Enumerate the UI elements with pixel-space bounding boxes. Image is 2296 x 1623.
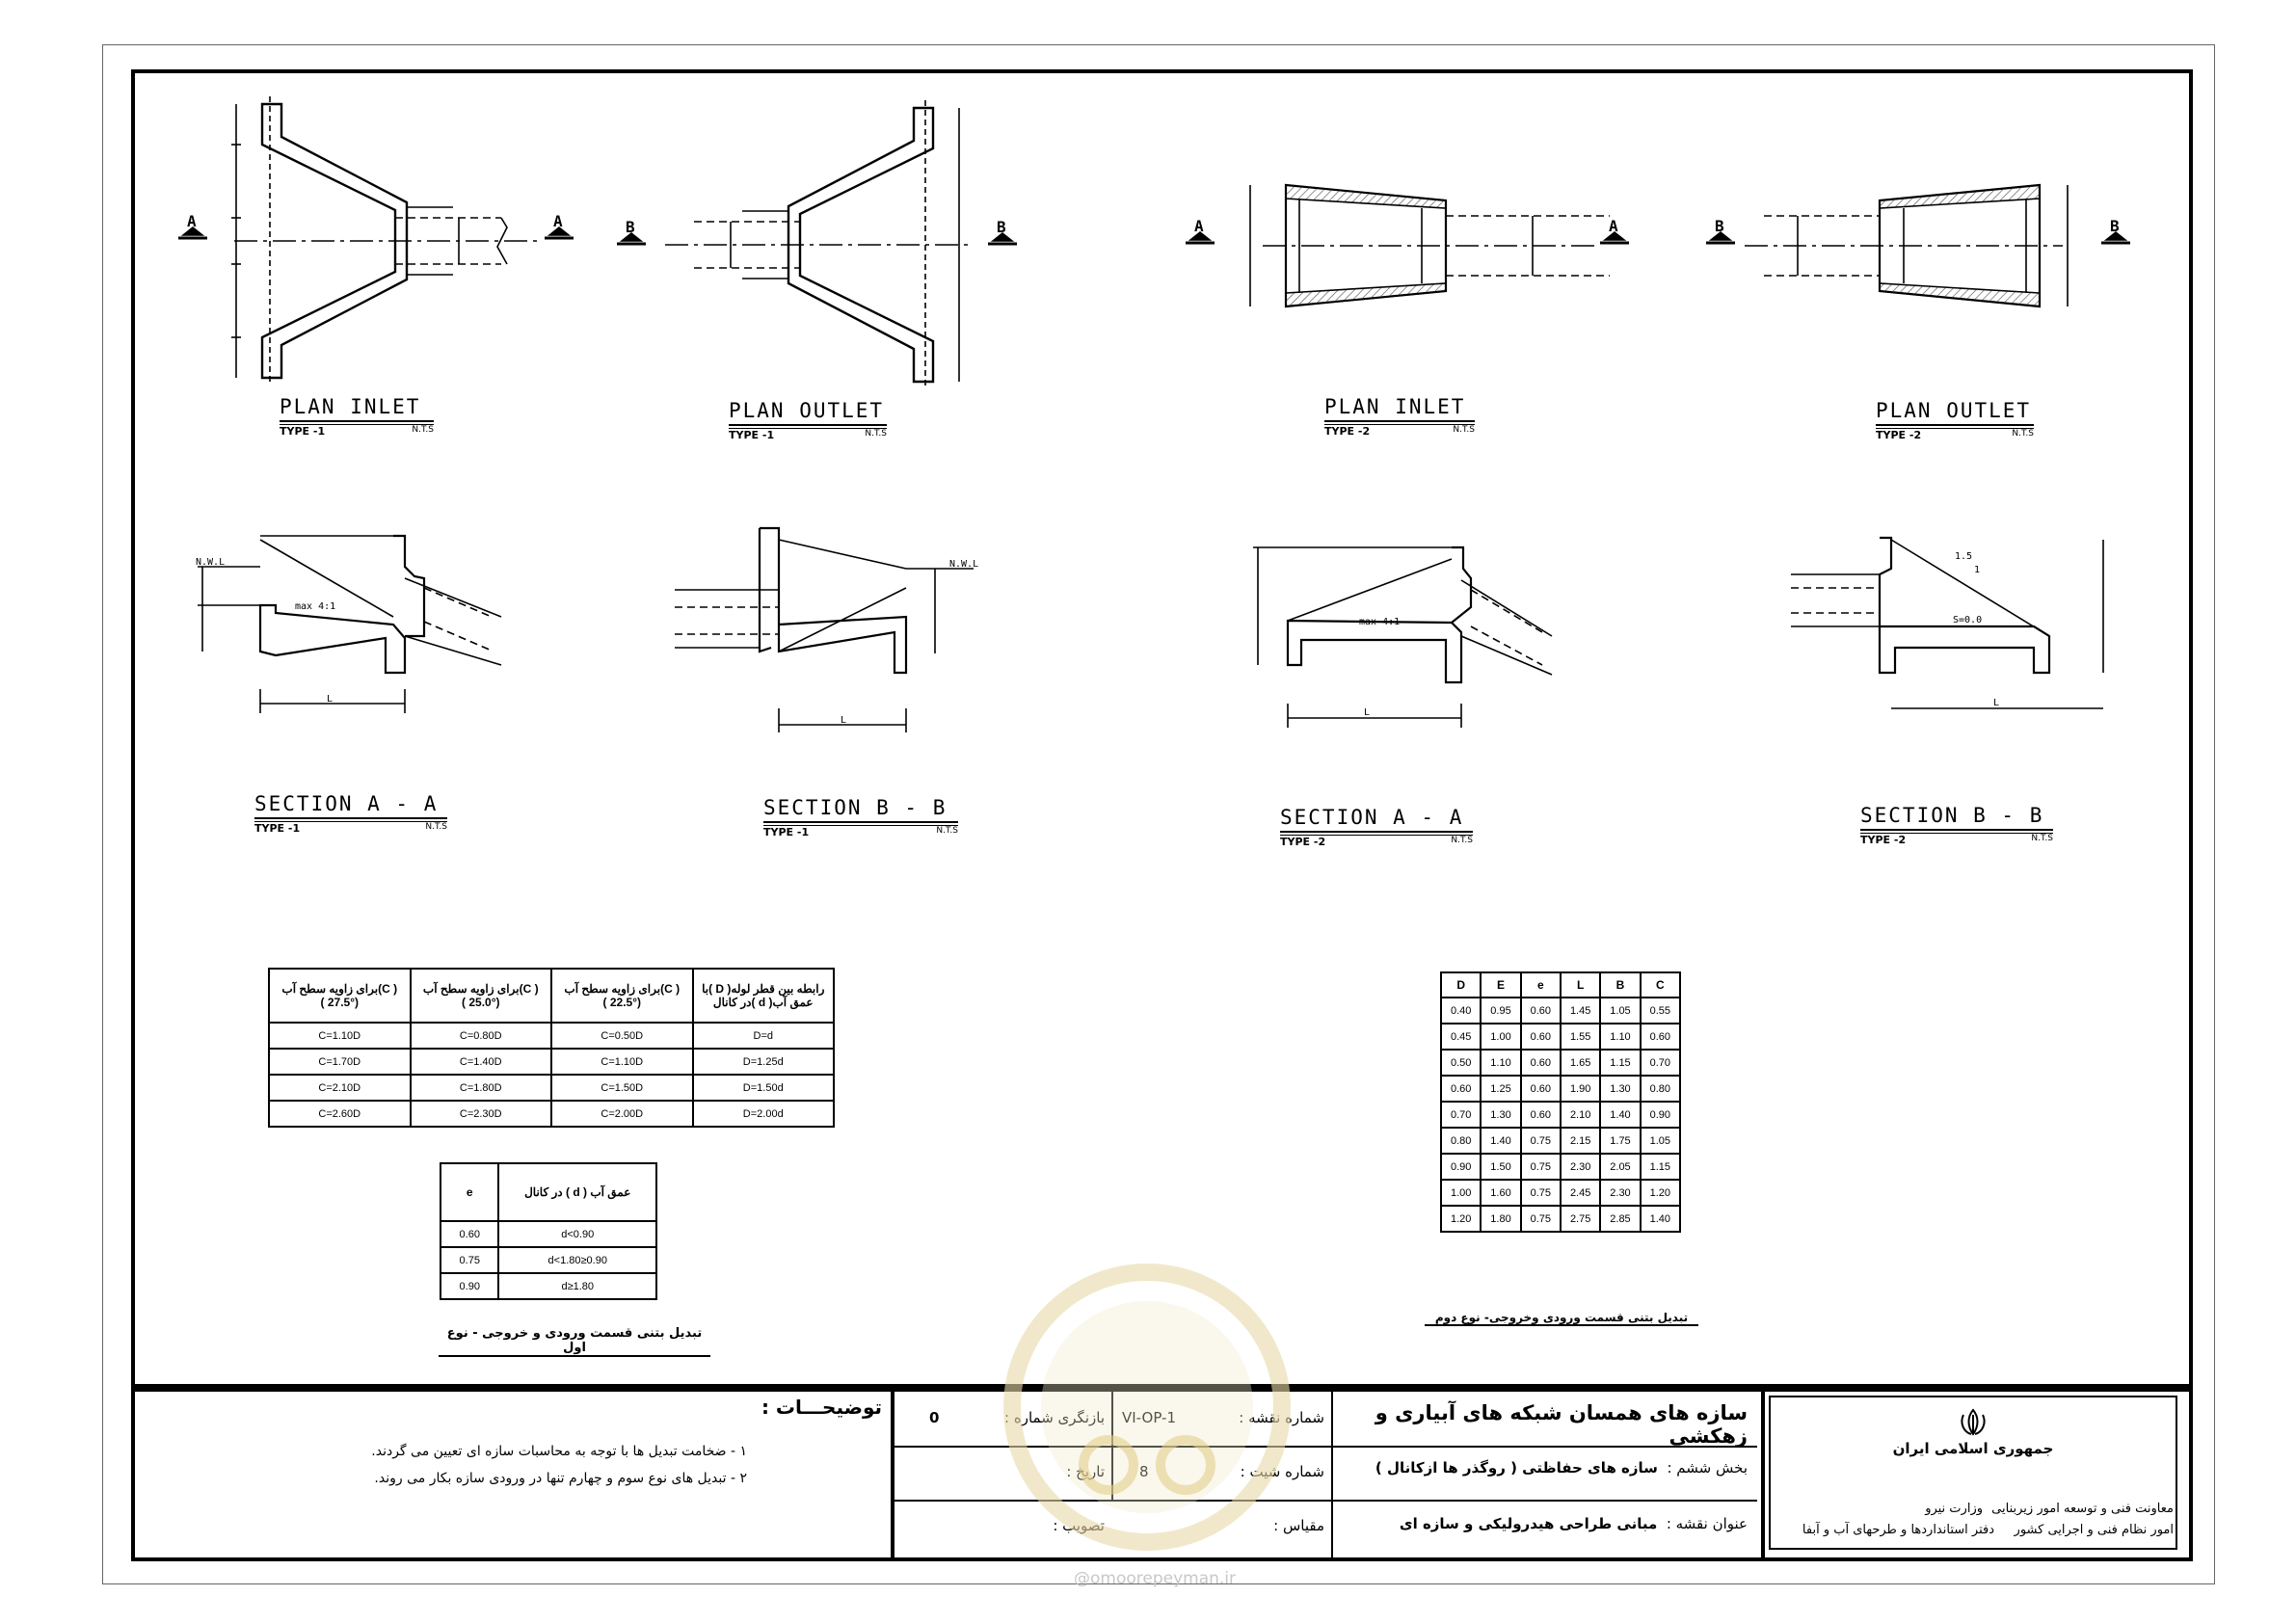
- table-cell: 1.20: [1641, 1180, 1680, 1206]
- table-cell: 0.90: [1441, 1154, 1481, 1180]
- table-row: [1441, 1154, 1680, 1180]
- table-e-depth: [440, 1162, 657, 1300]
- title-plan-inlet-2: [1324, 395, 1475, 438]
- table-row: [1441, 1180, 1680, 1206]
- table-cell: 0.60: [1521, 1024, 1561, 1050]
- table-cell: 2.30: [1600, 1180, 1640, 1206]
- drawing-title: SECTION A - A: [254, 792, 447, 819]
- drawing-scale: N.T.S: [2012, 429, 2034, 439]
- sheet-label: شماره شیت :: [1240, 1463, 1324, 1480]
- table-cell: 1.80≤d: [498, 1273, 656, 1299]
- revision-number: 0: [929, 1409, 940, 1426]
- section-mark-b: B: [626, 218, 635, 236]
- table-header: ( C)برای زاویه سطح آب (°25.0 ): [411, 969, 552, 1023]
- section-aa-type1: [198, 536, 501, 713]
- table-cell: 0.60: [1641, 1024, 1680, 1050]
- drawing-type: TYPE -2: [1876, 429, 1922, 441]
- table-row: [1441, 1024, 1680, 1050]
- table-cell: C=2.30D: [411, 1101, 552, 1127]
- table-cell: 1.50: [1481, 1154, 1520, 1180]
- table-cell: C=1.10D: [269, 1023, 411, 1049]
- table-c-ratio: [268, 968, 835, 1128]
- table-row: [269, 1075, 834, 1101]
- table-cell: D=2.00d: [693, 1101, 835, 1127]
- table-cell: d<0.90: [498, 1221, 656, 1247]
- table-cell: C=1.70D: [269, 1049, 411, 1075]
- note-item: ۲ - تبدیل های نوع سوم و چهارم تنها در ورودی سازه بکار می روند.: [374, 1471, 747, 1486]
- table-cell: 0.75: [1521, 1128, 1561, 1154]
- drawing-type: TYPE -2: [1324, 425, 1371, 438]
- table-header: B: [1600, 972, 1640, 998]
- table-cell: 1.40: [1481, 1128, 1520, 1154]
- table-cell: 0.70: [1441, 1102, 1481, 1128]
- length-label: L: [841, 715, 847, 726]
- sheet-number: 8: [1139, 1463, 1149, 1480]
- section-mark-b: B: [997, 218, 1006, 236]
- org-panel: [1769, 1396, 2177, 1550]
- table-cell: 1.80: [1481, 1206, 1520, 1232]
- drawing-scale: N.T.S: [1453, 425, 1475, 435]
- section-bb-type2: [1791, 538, 2103, 708]
- table-cell: 0.75: [1521, 1154, 1561, 1180]
- table-cell: 1.75: [1600, 1128, 1640, 1154]
- approval-label: تصویب :: [1053, 1517, 1105, 1534]
- table-cell: 1.20: [1441, 1206, 1481, 1232]
- section-mark-a: A: [1609, 217, 1618, 235]
- slope-label: S=0.0: [1953, 615, 1983, 625]
- table-cell: 1.05: [1641, 1128, 1680, 1154]
- plan-outlet-type1: [617, 100, 1017, 389]
- table-cell: 2.05: [1600, 1154, 1640, 1180]
- drawing-scale: N.T.S: [865, 429, 887, 439]
- table-cell: 1.90: [1561, 1076, 1600, 1102]
- table-cell: 0.80: [1641, 1076, 1680, 1102]
- map-number: VI-OP-1: [1122, 1409, 1176, 1426]
- table-header: ( C)برای زاویه سطح آب (°27.5 ): [269, 969, 411, 1023]
- table-cell: C=0.80D: [411, 1023, 552, 1049]
- table-cell: C=1.40D: [411, 1049, 552, 1075]
- table-row: [269, 1101, 834, 1127]
- dept-label: معاونت فنی و توسعه امور زیربنایی: [1991, 1502, 2174, 1516]
- table-cell: C=2.60D: [269, 1101, 411, 1127]
- ministry-label: وزارت نیرو: [1925, 1502, 1983, 1516]
- map-number-label: شماره نقشه :: [1239, 1409, 1324, 1426]
- table-cell: 0.45: [1441, 1024, 1481, 1050]
- table-row: [441, 1247, 656, 1273]
- title-plan-inlet-1: [280, 395, 434, 438]
- table-cell: 2.15: [1561, 1128, 1600, 1154]
- project-title: سازه های همسان شبکه های آبیاری و زهکشی: [1375, 1401, 1748, 1448]
- table-cell: 1.05: [1600, 998, 1640, 1024]
- drawing-type: TYPE -1: [763, 826, 810, 838]
- table-cell: 1.30: [1600, 1076, 1640, 1102]
- watermark-text: @omoorepeyman.ir: [1073, 1569, 1237, 1588]
- notes-panel: [145, 1396, 882, 1550]
- title-section-aa-2: [1280, 806, 1473, 848]
- drawing-type: TYPE -1: [729, 429, 775, 441]
- slope-label: max 4:1: [295, 601, 336, 612]
- table-cell: 1.40: [1641, 1206, 1680, 1232]
- drawing-scale: N.T.S: [412, 425, 434, 435]
- drawing-title: PLAN OUTLET: [1876, 399, 2034, 426]
- table-dimensions: [1440, 971, 1681, 1233]
- drawing-title-label: عنوان نقشه :: [1666, 1515, 1748, 1532]
- table-row: [1441, 1206, 1680, 1232]
- table-header: e: [441, 1163, 498, 1221]
- title-section-bb-1: [763, 796, 958, 838]
- watermark-logo: [1002, 1263, 1292, 1552]
- table-cell: 1.60: [1481, 1180, 1520, 1206]
- table-cell: 2.85: [1600, 1206, 1640, 1232]
- nwl-label: N.W.L: [196, 557, 226, 568]
- note-item: ۱ - ضخامت تبدیل ها با توجه به محاسبات سازه ای تعیین می گردند.: [371, 1444, 747, 1459]
- drawing-title-row: [1341, 1515, 1748, 1532]
- section-mark-b: B: [1715, 217, 1724, 235]
- drawing-title: PLAN INLET: [1324, 395, 1475, 422]
- table-row: [441, 1221, 656, 1247]
- table-row: [1441, 1102, 1680, 1128]
- drawing-title: SECTION A - A: [1280, 806, 1473, 833]
- caption-type2: تبدیل بتنی قسمت ورودی وخروجی- نوع دوم: [1425, 1311, 1698, 1326]
- table-cell: 1.10: [1481, 1050, 1520, 1076]
- table-row: [1441, 1050, 1680, 1076]
- table-cell: 0.60: [1521, 998, 1561, 1024]
- drawing-scale: N.T.S: [1451, 836, 1473, 845]
- slope-label: 1: [1974, 565, 1981, 575]
- revision-label: بازنگری شماره :: [1004, 1409, 1105, 1426]
- table-cell: 0.95: [1481, 998, 1520, 1024]
- table-cell: 1.25: [1481, 1076, 1520, 1102]
- divider: [1761, 1388, 1765, 1561]
- table-cell: 1.45: [1561, 998, 1600, 1024]
- plan-outlet-type2: [1706, 185, 2130, 306]
- table-header: ( C)برای زاویه سطح آب (°22.5 ): [551, 969, 693, 1023]
- table-cell: D=1.50d: [693, 1075, 835, 1101]
- drawing-title: SECTION B - B: [1860, 804, 2053, 831]
- table-cell: 1.15: [1641, 1154, 1680, 1180]
- slope-label: max 4:1: [1359, 617, 1401, 627]
- table-cell: 2.75: [1561, 1206, 1600, 1232]
- table-row: [269, 1023, 834, 1049]
- table-row: [269, 1049, 834, 1075]
- nwl-label: N.W.L: [949, 559, 979, 570]
- drawing-title-value: مبانی طراحی هیدرولیکی و سازه ای: [1399, 1515, 1658, 1532]
- table-cell: 1.40: [1600, 1102, 1640, 1128]
- table-cell: 2.10: [1561, 1102, 1600, 1128]
- dept-label: امور نظام فنی و اجرایی کشور: [2014, 1523, 2174, 1537]
- notes-title: توضیحـــات :: [761, 1396, 882, 1419]
- title-plan-outlet-2: [1876, 399, 2034, 441]
- section-row: [1341, 1459, 1748, 1477]
- table-cell: 0.40: [1441, 998, 1481, 1024]
- table-cell: C=0.50D: [551, 1023, 693, 1049]
- slope-label: 1.5: [1955, 551, 1973, 562]
- drawing-scale: N.T.S: [936, 826, 958, 836]
- table-cell: 1.55: [1561, 1024, 1600, 1050]
- scale-label: مقیاس :: [1273, 1517, 1324, 1534]
- table-cell: D=d: [693, 1023, 835, 1049]
- table-cell: D=1.25d: [693, 1049, 835, 1075]
- table-cell: 0.60: [1521, 1076, 1561, 1102]
- drawing-type: TYPE -2: [1860, 834, 1907, 846]
- length-label: L: [327, 694, 334, 705]
- table-cell: 0.90: [441, 1273, 498, 1299]
- drawing-type: TYPE -2: [1280, 836, 1326, 848]
- table-row: [1441, 1076, 1680, 1102]
- drawing-type: TYPE -1: [254, 822, 301, 835]
- table-header: C: [1641, 972, 1680, 998]
- date-label: تاریخ :: [1066, 1463, 1105, 1480]
- table-cell: 0.50: [1441, 1050, 1481, 1076]
- length-label: L: [1993, 698, 2000, 708]
- table-header: D: [1441, 972, 1481, 998]
- table-cell: 1.65: [1561, 1050, 1600, 1076]
- drawing-scale: N.T.S: [2031, 834, 2053, 843]
- table-cell: 0.75: [1521, 1206, 1561, 1232]
- table-row: [441, 1273, 656, 1299]
- table-header: عمق آب ( d ) در کانال: [498, 1163, 656, 1221]
- section-bb-type1: [675, 528, 974, 732]
- republic-label: جمهوری اسلامی ایران: [1892, 1440, 2054, 1457]
- drawing-title: PLAN OUTLET: [729, 399, 887, 426]
- caption-type1: تبدیل بتنی قسمت ورودی و خروجی - نوع اول: [439, 1326, 710, 1357]
- title-section-aa-1: [254, 792, 447, 835]
- table-cell: 0.60: [1441, 1076, 1481, 1102]
- table-cell: 1.15: [1600, 1050, 1640, 1076]
- drawing-type: TYPE -1: [280, 425, 326, 438]
- table-cell: C=2.10D: [269, 1075, 411, 1101]
- drawing-title: SECTION B - B: [763, 796, 958, 823]
- table-header: e: [1521, 972, 1561, 998]
- table-cell: 0.60: [441, 1221, 498, 1247]
- section-mark-a: A: [1194, 217, 1204, 235]
- table-cell: 0.60: [1521, 1050, 1561, 1076]
- title-plan-outlet-1: [729, 399, 887, 441]
- table-cell: C=1.50D: [551, 1075, 693, 1101]
- dept-label: دفتر استانداردها و طرحهای آب و آبفا: [1802, 1523, 1994, 1537]
- section-label: بخش ششم :: [1667, 1459, 1748, 1477]
- section-aa-type2: [1253, 547, 1552, 728]
- table-row: [1441, 998, 1680, 1024]
- table-cell: 1.10: [1600, 1024, 1640, 1050]
- table-row: [1441, 1128, 1680, 1154]
- table-header: L: [1561, 972, 1600, 998]
- table-cell: 0.90: [1641, 1102, 1680, 1128]
- table-cell: C=1.10D: [551, 1049, 693, 1075]
- section-value: سازه های حفاظتی ( روگذر ها ازکانال ): [1375, 1459, 1658, 1477]
- table-header: E: [1481, 972, 1520, 998]
- length-label: L: [1364, 707, 1371, 718]
- table-cell: 1.00: [1441, 1180, 1481, 1206]
- section-mark-b: B: [2110, 217, 2120, 235]
- table-cell: 2.45: [1561, 1180, 1600, 1206]
- table-cell: 0.80: [1441, 1128, 1481, 1154]
- section-mark-a: A: [187, 212, 197, 230]
- plan-inlet-type2: [1186, 185, 1629, 306]
- table-cell: 0.75: [1521, 1180, 1561, 1206]
- table-cell: 1.00: [1481, 1024, 1520, 1050]
- title-section-bb-2: [1860, 804, 2053, 846]
- table-cell: 0.60: [1521, 1102, 1561, 1128]
- drawing-title: PLAN INLET: [280, 395, 434, 422]
- table-cell: 0.70: [1641, 1050, 1680, 1076]
- table-cell: 0.75: [441, 1247, 498, 1273]
- table-cell: 0.90≤d<1.80: [498, 1247, 656, 1273]
- iran-emblem-icon: [1958, 1407, 1989, 1438]
- table-cell: 0.55: [1641, 998, 1680, 1024]
- table-cell: C=1.80D: [411, 1075, 552, 1101]
- table-cell: 1.30: [1481, 1102, 1520, 1128]
- drawing-scale: N.T.S: [425, 822, 447, 832]
- plan-inlet-type1: [178, 96, 574, 386]
- table-header: رابطه بین قطر لوله( D )با عمق آب( d )در کانال: [693, 969, 835, 1023]
- table-cell: C=2.00D: [551, 1101, 693, 1127]
- table-cell: 2.30: [1561, 1154, 1600, 1180]
- section-mark-a: A: [553, 212, 563, 230]
